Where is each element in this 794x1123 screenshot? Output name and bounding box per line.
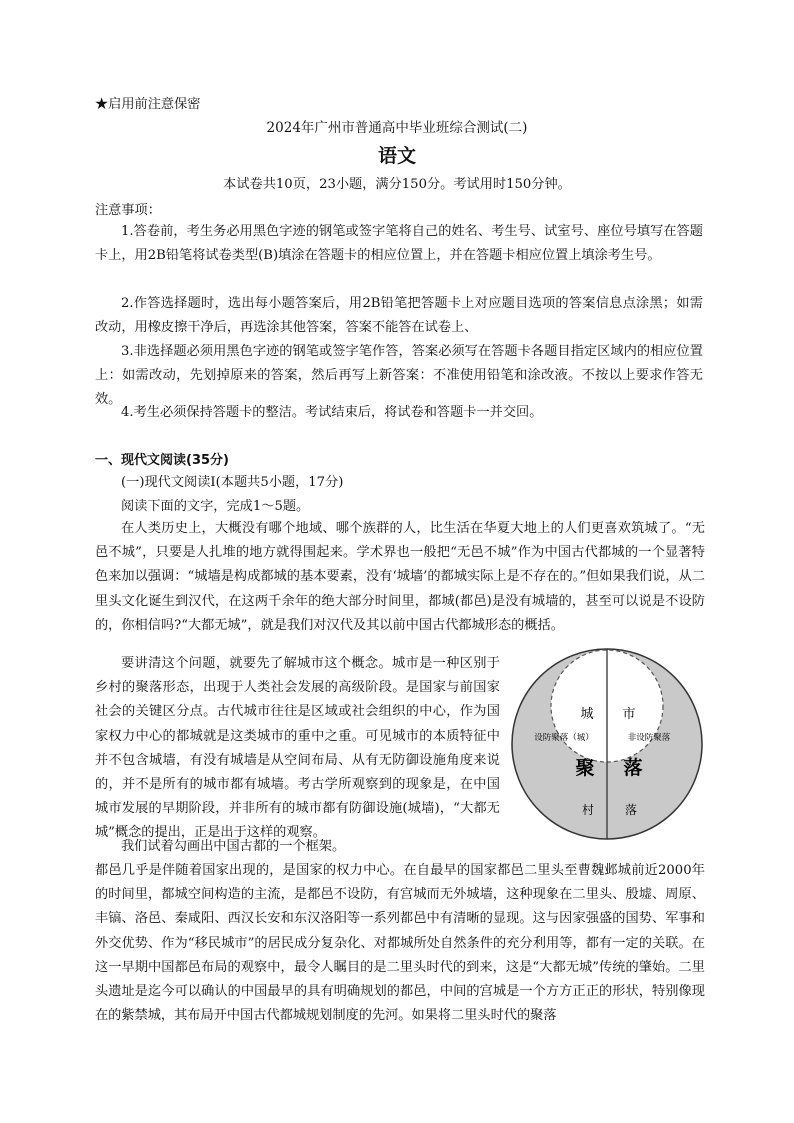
- notice-item-3: 3.非选择题必须用黑色字迹的钢笔或签字笔作答，答案必须写在答题卡各题目指定区域内的相应位置上：如需改动，先划掉原来的答案，然后再写上新答案：不准使用铅笔和涂改液。不按以上要求作答无效。: [95, 344, 703, 408]
- label-cheng: 城: [580, 707, 594, 722]
- label-ju: 聚: [575, 757, 595, 779]
- label-shi: 市: [622, 707, 636, 722]
- settlement-diagram: [509, 646, 705, 842]
- label-luo: 落: [623, 757, 643, 779]
- exam-info: 本试卷共10页，23小题，满分150分。考试用时150分钟。: [223, 177, 571, 192]
- confidential-note: ★启用前注意保密: [95, 97, 201, 112]
- passage-paragraph-3: 都邑几乎是伴随着国家出现的，是国家的权力中心。在自最早的国家都邑二里头至曹魏邺城前近2000年的时间里，都城空间构造的主流，是都邑不设防，有宫城而无外城墙，这种现象在二里头、殷墟、周原、丰镐、洛邑、秦咸阳、西汉长安和东汉洛阳等一系列都邑中有清晰的显现。这与因家强盛的国势、军事和外交优势、作为“移民城市”的居民成分复杂化、对都城所处自然条件的充分利用等，都有一定的关联。在这一早期中国都邑布局的观察中，最令人瞩目的是二里头时代的到来，这是“大都无城”传统的肇始。二里头遗址是迄今可以确认的中国最早的具有明确规划的都邑，中间的宫城是一个方方正正的形状，特别像现在的紫禁城，其布局开中国古代都城规划制度的先河。如果将二里头时代的聚落: [95, 863, 705, 1024]
- section-instruction: 阅读下面的文字，完成1～5题。: [121, 499, 310, 514]
- notice-title: 注意事项：: [95, 203, 161, 218]
- passage-paragraph-2: 要讲清这个问题，就要先了解城市这个概念。城市是一种区别于乡村的聚落形态，出现于人类社会发展的高级阶段。是国家与前国家社会的关键区分点。古代城市往往是区域或社会组织的中心，作为国家权力中心的都城就是这类城市的重中之重。可见城市的本质特征中并不包含城墙，有没有城墙是从空间布局、从有无防御设施角度来说的，并不是所有的城市都有城墙。考古学所观察到的现象是，在中国城市发展的早期阶段，并非所有的城市都有防御设施(城墙)，“大都无城”概念的提出，正是出于这样的观察。: [95, 656, 500, 841]
- exam-title: 2024年广州市普通高中毕业班综合测试(二): [266, 120, 528, 136]
- label-luo-bottom: 落: [624, 803, 638, 817]
- section-subtitle: (一)现代文阅读Ⅰ(本题共5小题，17分): [121, 475, 344, 490]
- subject-title: 语文: [377, 145, 416, 167]
- label-fortified: 设防聚落（城）: [534, 733, 594, 743]
- notice-item-1: 1.答卷前，考生务必用黑色字迹的钢笔或签字笔将自己的姓名、考生号、试室号、座位号填写在答题卡上，用2B铅笔将试卷类型(B)填涂在答题卡的相应位置上，并在答题卡相应位置上填涂考生号。: [95, 224, 703, 264]
- notice-item-2: 2.作答选择题时，选出每小题答案后，用2B铅笔把答题卡上对应题目选项的答案信息点涂黑；如需改动，用橡皮擦干净后，再选涂其他答案，答案不能答在试卷上、: [95, 296, 703, 336]
- passage-paragraph-3-opening: 我们试着勾画出中国古都的一个框架。: [121, 839, 346, 854]
- notice-item-4: 4.考生必须保持答题卡的整洁。考试结束后，将试卷和答题卡一并交回。: [121, 405, 543, 420]
- section-title: 一、现代文阅读(35分): [95, 453, 229, 468]
- label-unfortified: 非设防聚落: [627, 733, 671, 743]
- label-cun: 村: [581, 803, 595, 817]
- passage-paragraph-1: 在人类历史上，大概没有哪个地域、哪个族群的人，比生活在华夏大地上的人们更喜欢筑城了。“无邑不城”，只要是人扎堆的地方就得围起来。学术界也一般把“无邑不城”作为中国古代都城的一个显著特色来加以强调：“城墙是构成都城的基本要素，没有‘城墙’的都城实际上是不存在的。”但如果我们说，从二里头文化诞生到汉代，在这两千余年的绝大部分时间里，都城(都邑)是没有城墙的，甚至可以说是不设防的，你相信吗?“大都无城”，就是我们对汉代及其以前中国古代都城形态的概括。: [95, 521, 705, 633]
